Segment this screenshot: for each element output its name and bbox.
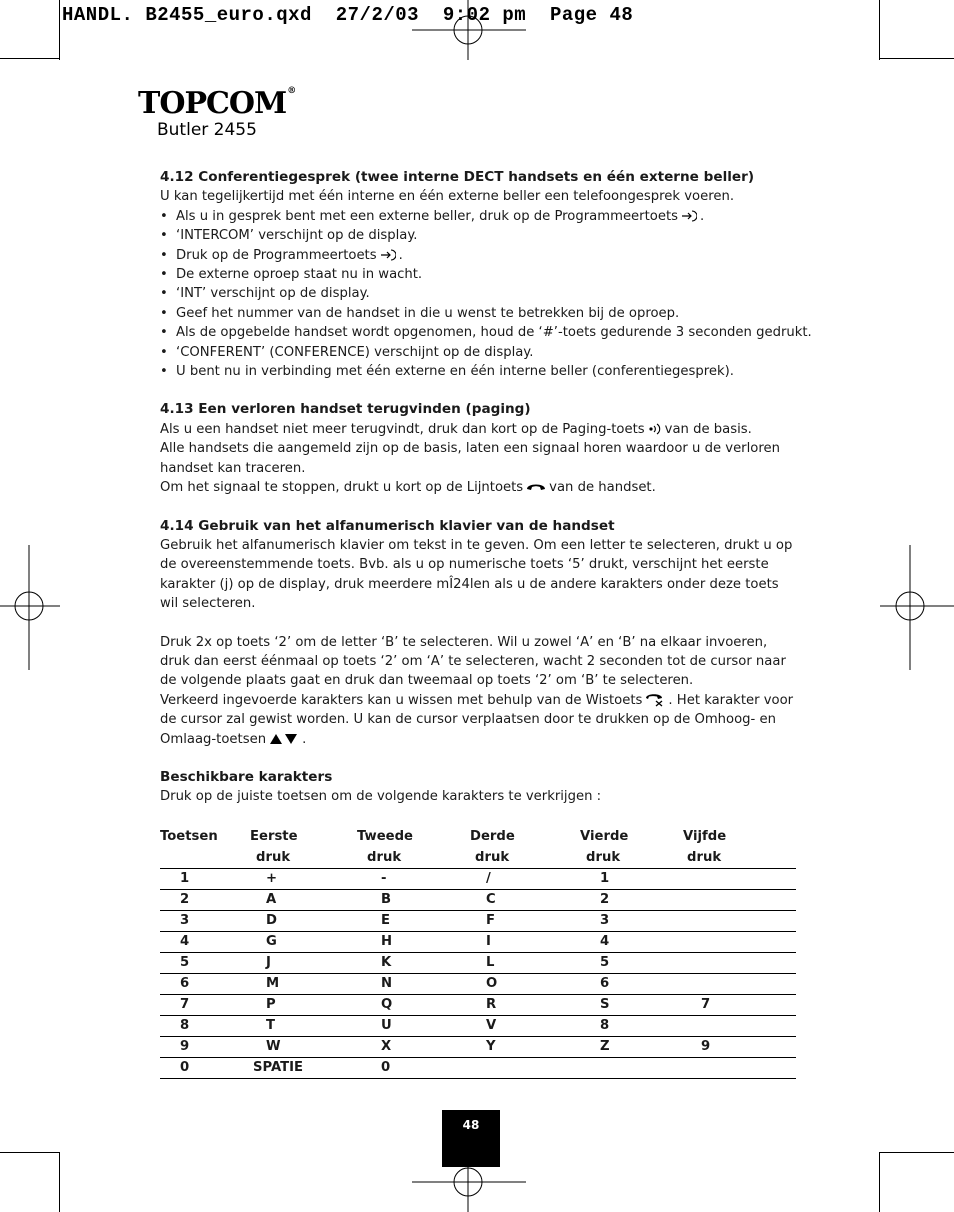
table-cell: + — [250, 868, 357, 889]
table-cell: 1 — [580, 868, 683, 889]
table-cell: 5 — [160, 952, 250, 973]
table-cell: 1 — [160, 868, 250, 889]
column-header: Derde — [470, 828, 515, 844]
up-down-arrows-icon — [269, 733, 299, 745]
table-cell — [683, 973, 796, 994]
registration-mark-right — [880, 545, 954, 670]
list-item: • ‘INT’ verschijnt op de display. — [160, 284, 796, 303]
crop-mark — [879, 1152, 880, 1212]
print-slug: HANDL. B2455_euro.qxd 27/2/03 9:02 pm Page 48 — [62, 4, 634, 26]
column-subheader — [160, 847, 250, 869]
table-cell — [470, 1057, 580, 1078]
table-row — [160, 889, 796, 910]
table-cell: G — [250, 931, 357, 952]
column-subheader: druk — [683, 847, 796, 869]
table-cell: 0 — [357, 1057, 470, 1078]
table-cell: Z — [580, 1036, 683, 1057]
registration-mark-top — [410, 0, 530, 60]
paragraph: Verkeerd ingevoerde karakters kan u wissen met behulp van de Wistoets . Het karakter voor — [160, 692, 794, 708]
line-key-icon — [526, 482, 546, 492]
table-cell — [683, 1015, 796, 1036]
paragraph: Druk op de juiste toetsen om de volgende karakters te verkrijgen : — [160, 789, 602, 805]
table-cell: M — [250, 973, 357, 994]
table-cell: - — [357, 868, 470, 889]
table-cell: 2 — [160, 889, 250, 910]
table-cell — [580, 1057, 683, 1078]
paragraph: de volgende plaats gaat en druk dan tweemaal op toets ‘2’ om ‘B’ te selecteren. — [160, 673, 694, 689]
table-cell: 9 — [160, 1036, 250, 1057]
crop-mark — [879, 0, 880, 60]
table-cell: W — [250, 1036, 357, 1057]
list-item: • ‘INTERCOM’ verschijnt op de display. — [160, 226, 796, 245]
crop-mark — [59, 1152, 60, 1212]
program-key-icon — [681, 210, 697, 222]
table-cell: 7 — [160, 994, 250, 1015]
paragraph: Om het signaal te stoppen, drukt u kort op de Lijntoets van de handset. — [160, 480, 656, 496]
table-cell: 5 — [580, 952, 683, 973]
table-row — [160, 1057, 796, 1078]
table-cell: P — [250, 994, 357, 1015]
list-item: • Als de opgebelde handset wordt opgenomen, houd de ‘#’-toets gedurende 3 seconden gedrukt. — [160, 323, 796, 342]
table-cell: A — [250, 889, 357, 910]
table-row — [160, 952, 796, 973]
table-subheader-row — [160, 847, 796, 869]
table-row — [160, 1036, 796, 1057]
table-row — [160, 973, 796, 994]
paragraph: de overeenstemmende toets. Bvb. als u op numerische toets ‘5’ drukt, verschijnt het eerste — [160, 557, 769, 573]
table-cell: 3 — [160, 910, 250, 931]
table-cell: D — [250, 910, 357, 931]
list-item: • U bent nu in verbinding met één externe en één interne beller (conferentiegesprek). — [160, 362, 796, 381]
table-cell: 8 — [160, 1015, 250, 1036]
table-cell: J — [250, 952, 357, 973]
table-cell: 6 — [580, 973, 683, 994]
registered-mark: ® — [287, 86, 296, 96]
column-header: Vierde — [580, 828, 629, 844]
column-subheader: druk — [470, 847, 580, 869]
section-4-12-intro: U kan tegelijkertijd met één interne en één externe beller een telefoongesprek voeren. — [160, 189, 735, 205]
characters-table — [160, 826, 796, 1079]
section-4-13-heading: 4.13 Een verloren handset terugvinden (paging) — [160, 401, 531, 418]
table-cell: 4 — [160, 931, 250, 952]
column-subheader: druk — [250, 847, 357, 869]
table-row — [160, 910, 796, 931]
table-cell: L — [470, 952, 580, 973]
table-cell: Q — [357, 994, 470, 1015]
table-row — [160, 931, 796, 952]
table-cell: F — [470, 910, 580, 931]
table-cell: O — [470, 973, 580, 994]
paragraph: karakter (j) op de display, druk meerdere mÎ24len als u de andere karakters onder deze toets — [160, 576, 779, 592]
table-cell: N — [357, 973, 470, 994]
brand-logo-text: TOPCOM — [138, 86, 287, 121]
list-item: • ‘CONFERENT’ (CONFERENCE) verschijnt op de display. — [160, 343, 796, 362]
crop-mark — [880, 1152, 954, 1153]
table-row — [160, 994, 796, 1015]
table-cell — [683, 1057, 796, 1078]
table-cell: 2 — [580, 889, 683, 910]
paragraph: handset kan traceren. — [160, 460, 306, 476]
paragraph: wil selecteren. — [160, 596, 256, 612]
table-cell: X — [357, 1036, 470, 1057]
table-cell: U — [357, 1015, 470, 1036]
table-cell: Y — [470, 1036, 580, 1057]
table-header-row — [160, 826, 796, 847]
table-cell — [683, 952, 796, 973]
brand-logo — [138, 86, 295, 121]
section-4-12-heading: 4.12 Conferentiegesprek (twee interne DECT handsets en één externe beller) — [160, 169, 755, 185]
paging-icon — [648, 423, 662, 435]
paragraph: de cursor zal gewist worden. U kan de cursor verplaatsen door te drukken op de Omhoog- en — [160, 712, 776, 728]
table-cell: T — [250, 1015, 357, 1036]
main-content — [160, 168, 812, 1079]
page-number: 48 — [442, 1110, 500, 1167]
table-cell: I — [470, 931, 580, 952]
section-4-14-heading: 4.14 Gebruik van het alfanumerisch klavier van de handset — [160, 517, 615, 534]
list-item: • De externe oproep staat nu in wacht. — [160, 265, 796, 284]
crop-mark — [880, 58, 954, 59]
table-cell — [683, 868, 796, 889]
crop-mark — [0, 58, 60, 59]
column-header: Eerste — [250, 828, 298, 844]
paragraph: Omlaag-toetsen . — [160, 731, 307, 747]
section-4-12-list — [160, 207, 812, 382]
column-subheader: druk — [357, 847, 470, 869]
column-subheader: druk — [580, 847, 683, 869]
characters-table-body — [160, 868, 796, 1078]
table-cell: V — [470, 1015, 580, 1036]
table-cell: 3 — [580, 910, 683, 931]
list-item: • Als u in gesprek bent met een externe beller, druk op de Programmeertoets . — [160, 207, 796, 226]
table-cell — [683, 931, 796, 952]
paragraph: Gebruik het alfanumerisch klavier om tekst in te geven. Om een letter te selecteren, drukt u op — [160, 537, 793, 553]
table-cell: 9 — [683, 1036, 796, 1057]
erase-key-icon — [645, 693, 665, 707]
column-header: Toetsen — [160, 828, 218, 844]
table-cell: R — [470, 994, 580, 1015]
model-name: Butler 2455 — [157, 120, 257, 140]
table-row — [160, 868, 796, 889]
list-item: • Geef het nummer van de handset in die u wenst te betrekken bij de oproep. — [160, 304, 796, 323]
table-cell: 7 — [683, 994, 796, 1015]
crop-mark — [59, 0, 60, 60]
table-cell: C — [470, 889, 580, 910]
table-cell: E — [357, 910, 470, 931]
paragraph: druk dan eerst éénmaal op toets ‘2’ om ‘A’ te selecteren, wacht 2 seconden tot de cursor naar — [160, 653, 786, 669]
characters-heading: Beschikbare karakters — [160, 768, 333, 785]
column-header: Tweede — [357, 828, 414, 844]
table-cell: H — [357, 931, 470, 952]
table-cell: 0 — [160, 1057, 250, 1078]
table-row — [160, 1015, 796, 1036]
program-key-icon — [380, 249, 396, 261]
crop-mark — [0, 1152, 60, 1153]
table-cell: 8 — [580, 1015, 683, 1036]
registration-mark-left — [0, 545, 60, 670]
table-cell: K — [357, 952, 470, 973]
column-header: Vijfde — [683, 828, 727, 844]
paragraph: Druk 2x op toets ‘2’ om de letter ‘B’ te selecteren. Wil u zowel ‘A’ en ‘B’ na elkaar invoeren, — [160, 634, 768, 650]
table-cell: S — [580, 994, 683, 1015]
table-cell: / — [470, 868, 580, 889]
table-cell — [683, 889, 796, 910]
list-item: • Druk op de Programmeertoets . — [160, 246, 796, 265]
paragraph: Als u een handset niet meer terugvindt, druk dan kort op de Paging-toets van de basis. — [160, 421, 752, 437]
table-cell: 4 — [580, 931, 683, 952]
table-cell: B — [357, 889, 470, 910]
table-cell: 6 — [160, 973, 250, 994]
table-cell — [683, 910, 796, 931]
table-cell: SPATIE — [250, 1057, 357, 1078]
paragraph: Alle handsets die aangemeld zijn op de basis, laten een signaal horen waardoor u de verloren — [160, 441, 780, 457]
